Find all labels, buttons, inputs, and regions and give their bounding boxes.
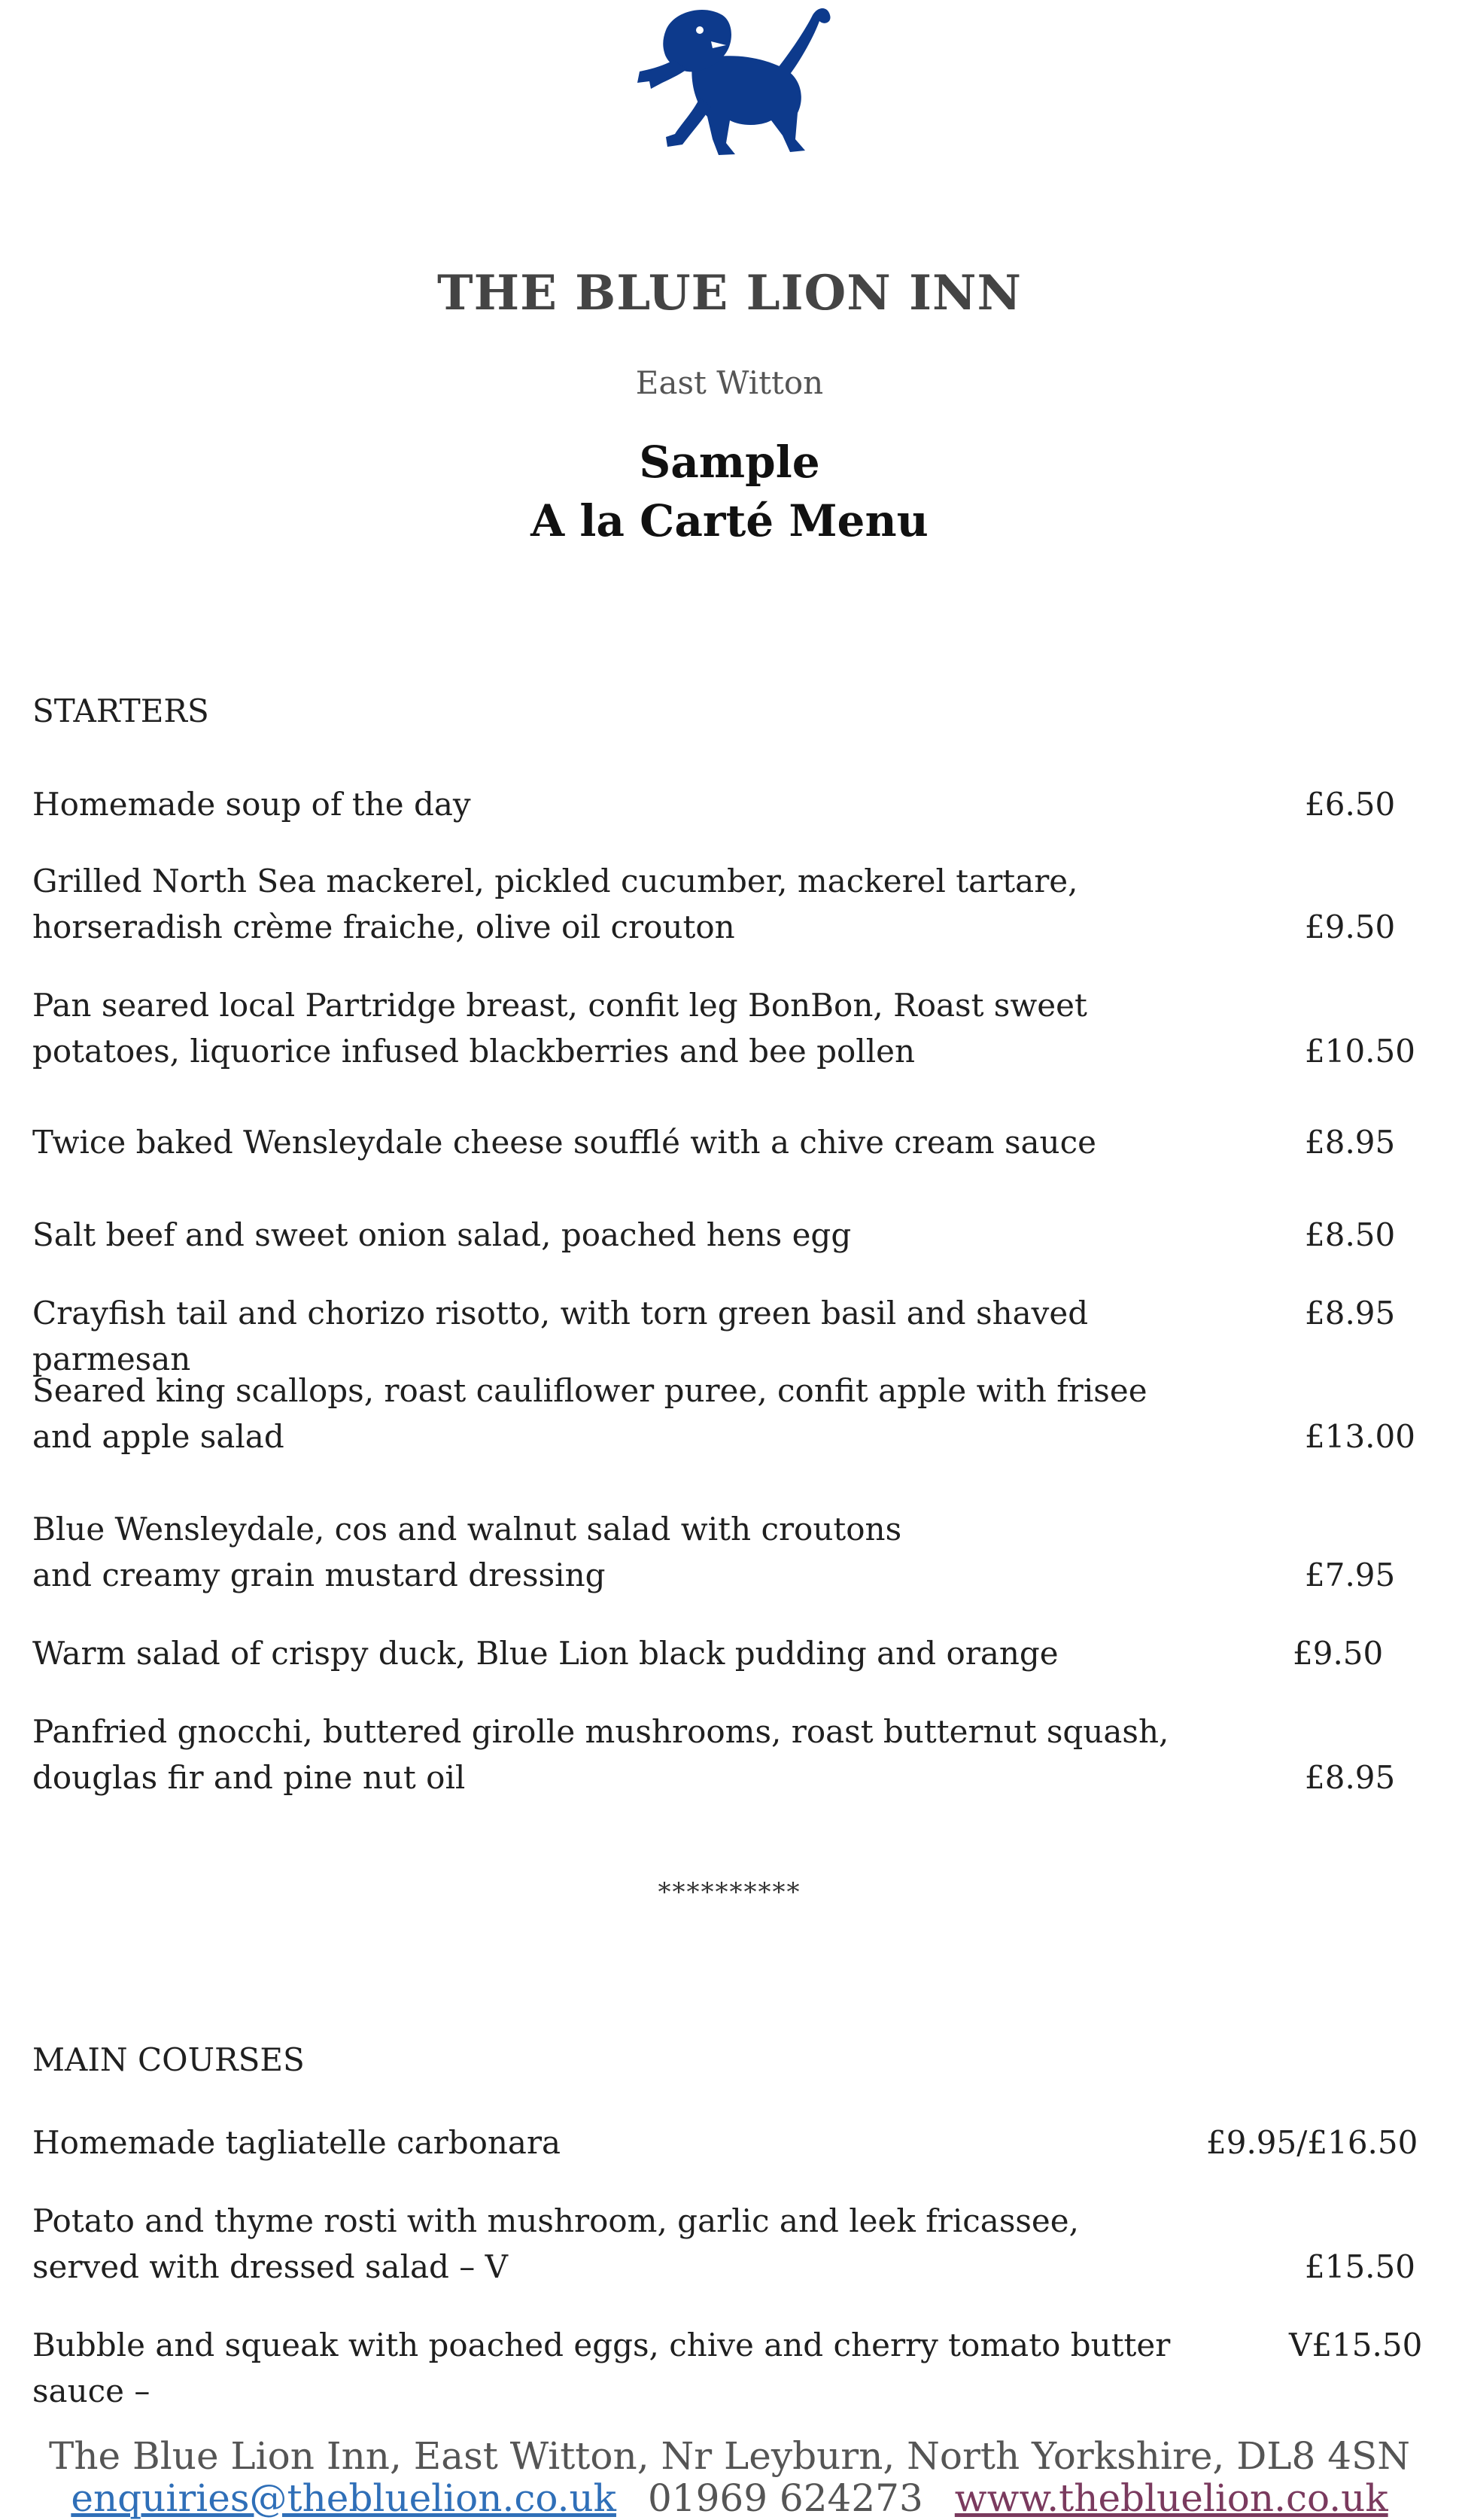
starter-item-description: Pan seared local Partridge breast, confit leg BonBon, Roast sweet	[32, 987, 1087, 1024]
phone-number: 01969 624273	[647, 2476, 923, 2520]
starter-item-description: Twice baked Wensleydale cheese soufflé with a chive cream sauce	[32, 1124, 1096, 1161]
footer-contacts	[0, 2476, 1459, 2520]
main-item-price: £15.50	[1305, 2248, 1415, 2285]
starter-item-price: £8.95	[1305, 1295, 1396, 1332]
starter-item-price: £9.50	[1305, 908, 1396, 945]
starter-item-description: and creamy grain mustard dressing	[32, 1557, 606, 1593]
restaurant-title: THE BLUE LION INN	[436, 265, 1023, 321]
main-item-description: Homemade tagliatelle carbonara	[32, 2124, 561, 2161]
starter-item-price: £13.00	[1305, 1418, 1415, 1455]
starter-item-description: and apple salad	[32, 1418, 284, 1455]
section-divider: **********	[658, 1877, 801, 1907]
starter-item-price: £10.50	[1305, 1033, 1415, 1070]
menu-title-line-1: Sample	[639, 437, 820, 488]
starter-item-price: £8.95	[1305, 1124, 1396, 1161]
main-courses-heading: MAIN COURSES	[32, 2041, 305, 2078]
footer-address: The Blue Lion Inn, East Witton, Nr Leyburn, North Yorkshire, DL8 4SN	[48, 2434, 1411, 2478]
website-link[interactable]: www.thebluelion.co.uk	[954, 2476, 1388, 2520]
starters-heading: STARTERS	[32, 692, 209, 729]
starter-item-price: £6.50	[1305, 786, 1396, 823]
main-item-description: served with dressed salad – V	[32, 2248, 508, 2285]
menu-title-line-2: A la Carté Menu	[530, 495, 929, 546]
starter-item-description: Homemade soup of the day	[32, 786, 471, 823]
email-link[interactable]: enquiries@thebluelion.co.uk	[71, 2476, 616, 2520]
starter-item-description: Seared king scallops, roast cauliflower puree, confit apple with frisee	[32, 1372, 1147, 1409]
starter-item-description: potatoes, liquorice infused blackberries and bee pollen	[32, 1033, 916, 1070]
main-item-price: £9.95/£16.50	[1206, 2124, 1418, 2161]
starter-item-price: £9.50	[1293, 1635, 1384, 1672]
starter-item-description: Warm salad of crispy duck, Blue Lion black pudding and orange	[32, 1635, 1059, 1672]
starter-item-description: Crayfish tail and chorizo risotto, with torn green basil and shaved parmesan	[32, 1295, 1089, 1377]
starter-item-description: Panfried gnocchi, buttered girolle mushrooms, roast butternut squash,	[32, 1713, 1169, 1750]
starter-item-description: douglas fir and pine nut oil	[32, 1759, 466, 1796]
starter-item-description: Salt beef and sweet onion salad, poached hens egg	[32, 1216, 852, 1253]
starter-item-price: £8.95	[1305, 1759, 1396, 1796]
menu-title	[0, 433, 1459, 550]
main-item-price: V£15.50	[1289, 2327, 1423, 2363]
starter-item-price: £7.95	[1305, 1557, 1396, 1593]
starter-item-description: Blue Wensleydale, cos and walnut salad with croutons	[32, 1511, 902, 1548]
starter-item-price: £8.50	[1305, 1216, 1396, 1253]
blue-lion-icon	[621, 0, 839, 166]
starter-item-description: horseradish crème fraiche, olive oil crouton	[32, 908, 735, 945]
main-item-description: Bubble and squeak with poached eggs, chive and cherry tomato butter sauce –	[32, 2327, 1171, 2409]
starter-item-description: Grilled North Sea mackerel, pickled cucumber, mackerel tartare,	[32, 863, 1078, 899]
main-item-description: Potato and thyme rosti with mushroom, garlic and leek fricassee,	[32, 2202, 1079, 2239]
location-subtitle: East Witton	[635, 364, 824, 401]
